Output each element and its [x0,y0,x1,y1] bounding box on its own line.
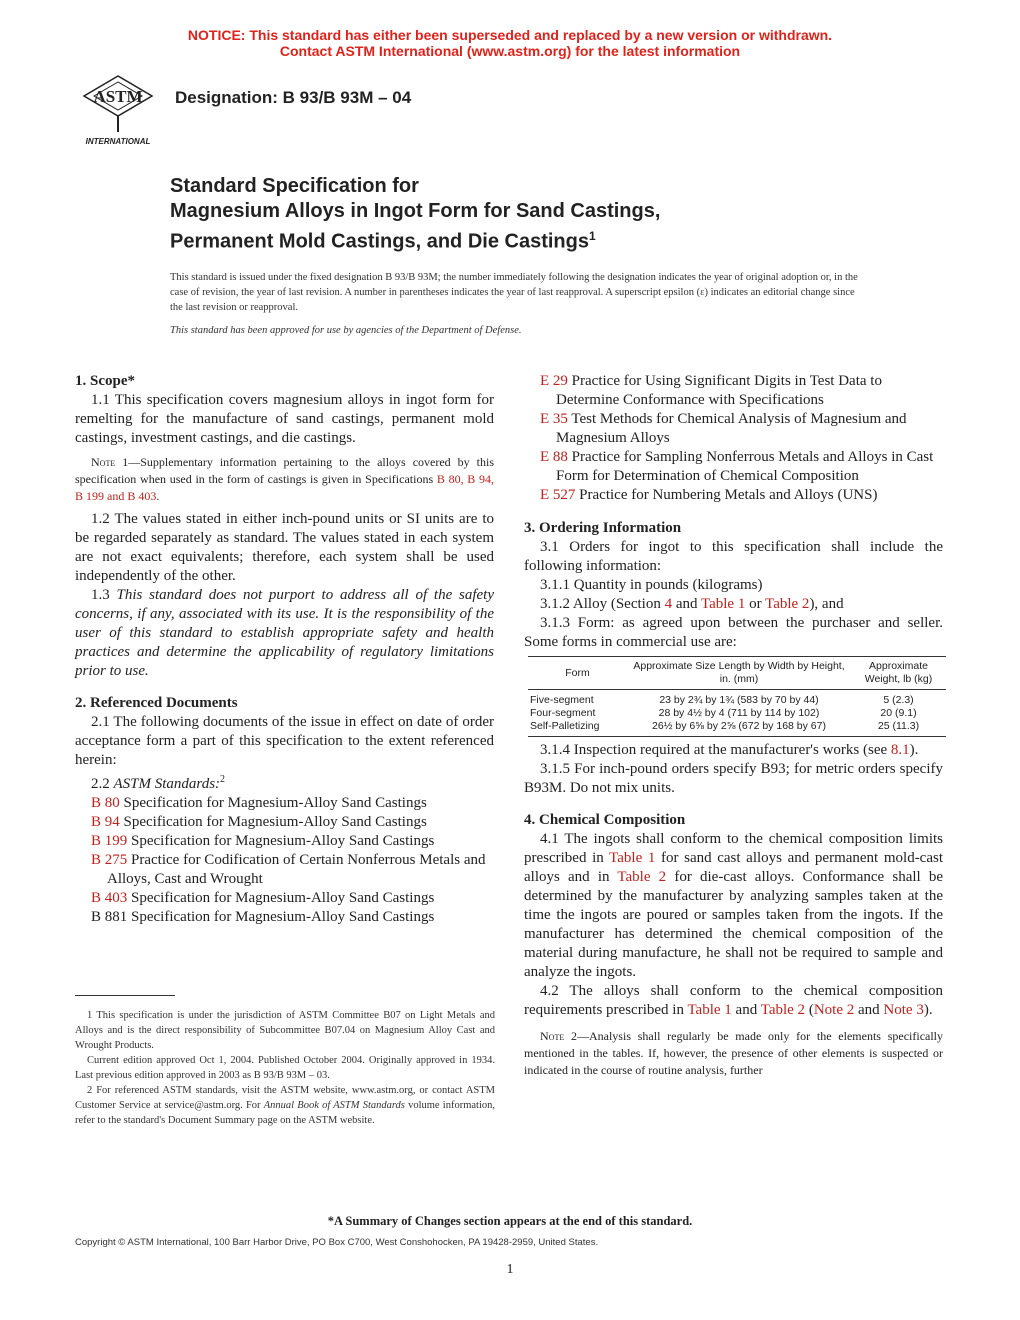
para-3-1-2-text: 3.1.2 Alloy (Section [540,596,661,612]
table-cell: 23 by 2¾ by 1¾ (583 by 70 by 44) [659,694,819,706]
footnote-1b: Current edition approved Oct 1, 2004. Published October 2004. Originally approved in 1934. Last previous edition approved in 2003 as B 93/B 93M – 03. [75,1055,495,1081]
footnote-2-text-a: 2 For referenced ASTM standards, visit the ASTM website, www.astm.org, or contact ASTM Customer Service at service@astm.org. For [75,1085,495,1111]
ref-text: Practice for Codification of Certain Nonferrous Metals and Alloys, Cast and Wrought [107,852,486,887]
para-1-3-number: 1.3 [91,587,110,603]
para-3-1-2-end: ), and [809,596,844,612]
ref-text: Specification for Magnesium-Alloy Sand Castings [131,833,435,849]
table-header-row [528,657,946,690]
ref-code[interactable]: E 29 [540,373,568,389]
title-line-2: Magnesium Alloys in Ingot Form for Sand Castings, [170,200,661,222]
approved-statement: This standard has been approved for use by agencies of the Department of Defense. [170,325,522,336]
para-3-1-4 [524,741,943,760]
para-3-1: 3.1 Orders for ingot to this specification shall include the following information: [524,539,943,574]
section-1-heading: 1. Scope* [75,373,135,389]
note-1: Note 1—Supplementary information pertaining to the alloys covered by this specification when used in the form of castings is given in Specifications B 80, B 94, B 199 and B 403. [75,455,494,503]
footnote-rule [75,995,175,996]
section-4-link[interactable]: 4 [664,596,673,612]
ref-text: Test Methods for Chemical Analysis of Magnesium and Magnesium Alloys [556,411,907,446]
ref-code[interactable]: E 527 [540,487,576,503]
copyright: Copyright © ASTM International, 100 Barr Harbor Drive, PO Box C700, West Conshohocken, PA 19428-2959, United States. [75,1237,599,1248]
para-3-1-5: 3.1.5 For inch-pound orders specify B93; for metric orders specify B93M. Do not mix units. [524,761,943,796]
notice-line-1: NOTICE: This standard has either been superseded and replaced by a new version or withdrawn. [187,27,833,43]
note-2 [524,1028,943,1079]
section-3-heading: 3. Ordering Information [524,520,682,536]
footnote-1: 1 This specification is under the jurisdiction of ASTM Committee B07 on Light Metals and Alloys and is the direct responsibility of Subcommittee B07.04 on Magnesium Alloy Cast and Wrought Products. [75,1010,495,1051]
ref-code[interactable]: B 403 [91,890,128,906]
note-1-refs[interactable]: B 80, B 94, B 199 and B 403 [75,472,494,503]
para-3-1-2-and: and [675,596,698,612]
para-4-2: 4.2 The alloys shall conform to the chemical composition requirements prescribed in Table 1 and Table 2 (Note 2 and Note 3). [524,983,943,1018]
left-column [75,372,494,927]
ref-text: Specification for Magnesium-Alloy Sand Castings [131,909,435,925]
ref-text: Specification for Magnesium-Alloy Sand Castings [123,795,427,811]
table-cell: 26½ by 6⅝ by 2⅝ (672 by 168 by 67) [627,720,851,737]
ref-b94 [75,813,494,832]
table-cell: Four-segment [530,707,596,719]
ref-b275 [75,851,494,889]
note-2-link[interactable]: Note 2 [813,1002,855,1018]
para-1-3-text: This standard does not purport to address all of the safety concerns, if any, associated with its use. It is the responsibility of the user of this standard to establish appropriate safety and health practices and determine the applicability of regulatory limitations prior to use. [75,587,495,679]
table-cell: Self-Palletizing [528,720,627,737]
para-1-1: 1.1 This specification covers magnesium alloys in ingot form for remelting for the manufacture of sand castings, permanent mold castings, investment castings, and die castings. [75,392,494,446]
para-3-1-3: 3.1.3 Form: as agreed upon between the purchaser and seller. Some forms in commercial use are: [524,615,943,650]
ref-text: Practice for Sampling Nonferrous Metals and Alloys in Cast Form for Determination of Chemical Composition [556,449,934,484]
table-1-link[interactable]: Table 1 [609,850,656,866]
logo-subtext: INTERNATIONAL [85,137,151,146]
footnotes [75,1008,495,1128]
para-4-2-text-a: 4.2 The alloys shall conform to the chemical composition requirements prescribed in [524,983,943,1018]
table-1-link[interactable]: Table 1 [700,596,746,612]
table-1-link[interactable]: Table 1 [687,1002,732,1018]
para-3-1-1: 3.1.1 Quantity in pounds (kilograms) [540,577,763,593]
table-cell: 20 (9.1) [880,707,917,719]
section-4-heading: 4. Chemical Composition [524,812,686,828]
ref-text: Specification for Magnesium-Alloy Sand Castings [131,890,435,906]
ref-b403 [75,889,494,908]
para-4-1-text-b: for sand cast alloys and permanent mold-cast alloys and in [524,850,944,885]
ref-text: Practice for Using Significant Digits in Test Data to Determine Conformance with Specifications [556,373,882,408]
title-line-1: Standard Specification for [170,175,419,197]
ref-text: Specification for Magnesium-Alloy Sand Castings [123,814,427,830]
ref-e527 [524,486,943,505]
note-2-label: Note 2 [540,1029,577,1043]
para-3-1-4-text: 3.1.4 Inspection required at the manufacturer's works (see [540,742,888,758]
para-4-2-and-2: and [857,1002,880,1018]
note-1-text: —Supplementary information pertaining to the alloys covered by this specification when used in the form of castings is given in Specifications [75,455,494,486]
ref-b881 [75,908,494,927]
para-3-1-4-end: ). [909,742,919,758]
astm-logo [72,72,164,150]
ref-code[interactable]: B 199 [91,833,128,849]
table-cell: Five-segment [530,694,594,706]
table-row [528,720,946,737]
ref-code[interactable]: E 35 [540,411,568,427]
ref-code[interactable]: B 94 [91,814,120,830]
para-1-3 [75,586,494,681]
ref-e29 [524,372,943,410]
para-4-2-and: and [735,1002,758,1018]
para-2-2-number: 2.2 [91,776,110,792]
table-cell: 25 (11.3) [851,720,946,737]
para-2-2 [75,770,494,794]
footnote-2 [75,1083,495,1128]
table-header: Approximate Size Length by Width by Height, in. (mm) [627,657,851,690]
para-4-1-text-c: for die-cast alloys. Conformance shall be determined by the manufacturer by analyzing samples taken at the time the ingots are poured or samples taken from the ingots. If the manufacturer has determined the chemical composition of the material during manufacture, he shall not be required to sample and analyze the ingots. [524,869,944,980]
ref-code: B 881 [91,909,128,925]
table-2-link[interactable]: Table 2 [760,1002,806,1018]
table-cell: 5 (2.3) [883,694,914,706]
notice-line-2: Contact ASTM International (www.astm.org) for the latest information [279,43,741,59]
para-4-1 [524,830,943,982]
para-2-2-footnote-marker: 2 [220,774,226,785]
para-2-2-text: ASTM Standards: [113,776,221,792]
table-header: Form [528,657,627,690]
table-header: Approximate Weight, lb (kg) [851,657,946,690]
para-1-2: 1.2 The values stated in either inch-pound units or SI units are to be regarded separately as standard. The values stated in each system are not exact equivalents; therefore, each system shall be used independently of the other. [75,511,494,584]
ref-code[interactable]: E 88 [540,449,568,465]
note-3-link[interactable]: Note 3 [883,1002,924,1018]
note-1-label: Note 1 [91,455,129,469]
para-4-1-text-a: 4.1 The ingots shall conform to the chemical composition limits prescribed in [524,831,943,866]
page-number: 1 [506,1262,514,1277]
table-cell: 28 by 4½ by 4 (711 by 114 by 102) [658,707,820,719]
table-row [528,707,946,720]
summary-of-changes-note: *A Summary of Changes section appears at the end of this standard. [327,1214,693,1228]
designation: Designation: B 93/B 93M – 04 [175,88,412,107]
ref-b80 [75,794,494,813]
right-column [524,372,943,1079]
ref-code[interactable]: B 275 [91,852,128,868]
ref-code[interactable]: B 80 [91,795,120,811]
para-3-1-2 [524,595,943,614]
para-2-1: 2.1 The following documents of the issue in effect on date of order acceptance form a part of this specification to the extent referenced herein: [75,714,494,768]
footnote-2-italic: Annual Book of ASTM Standards [263,1100,405,1111]
footnote-2-text-b: volume information, refer to the standard's Document Summary page on the ASTM website. [75,1100,495,1126]
forms-table [528,656,946,737]
para-3-1-2-or: or [749,596,762,612]
logo-text: ASTM [93,87,143,106]
table-2-link[interactable]: Table 2 [617,869,667,885]
ref-b199 [75,832,494,851]
notice-banner [0,27,1020,59]
ref-e35 [524,410,943,448]
issued-statement: This standard is issued under the fixed designation B 93/B 93M; the number immediately following the designation indicates the year of original adoption or, in the case of revision, the year of last revision. A number in parentheses indicates the year of last reapproval. A superscript epsilon (ε) indicates an editorial change since the last revision or reapproval. [170,272,858,313]
title-footnote-marker: 1 [588,229,596,243]
note-2-text: —Analysis shall regularly be made only for the elements specifically mentioned in the tables. If, however, the presence of other elements is suspected or indicated in the course of routine analysis, further [524,1029,944,1077]
ref-text: Practice for Numbering Metals and Alloys (UNS) [579,487,878,503]
ref-e88 [524,448,943,486]
section-2-heading: 2. Referenced Documents [75,695,238,711]
document-title [170,174,660,255]
title-line-3: Permanent Mold Castings, and Die Castings [170,230,589,253]
table-row [528,690,946,708]
table-2-link[interactable]: Table 2 [765,596,810,612]
section-8-1-link[interactable]: 8.1 [890,742,910,758]
